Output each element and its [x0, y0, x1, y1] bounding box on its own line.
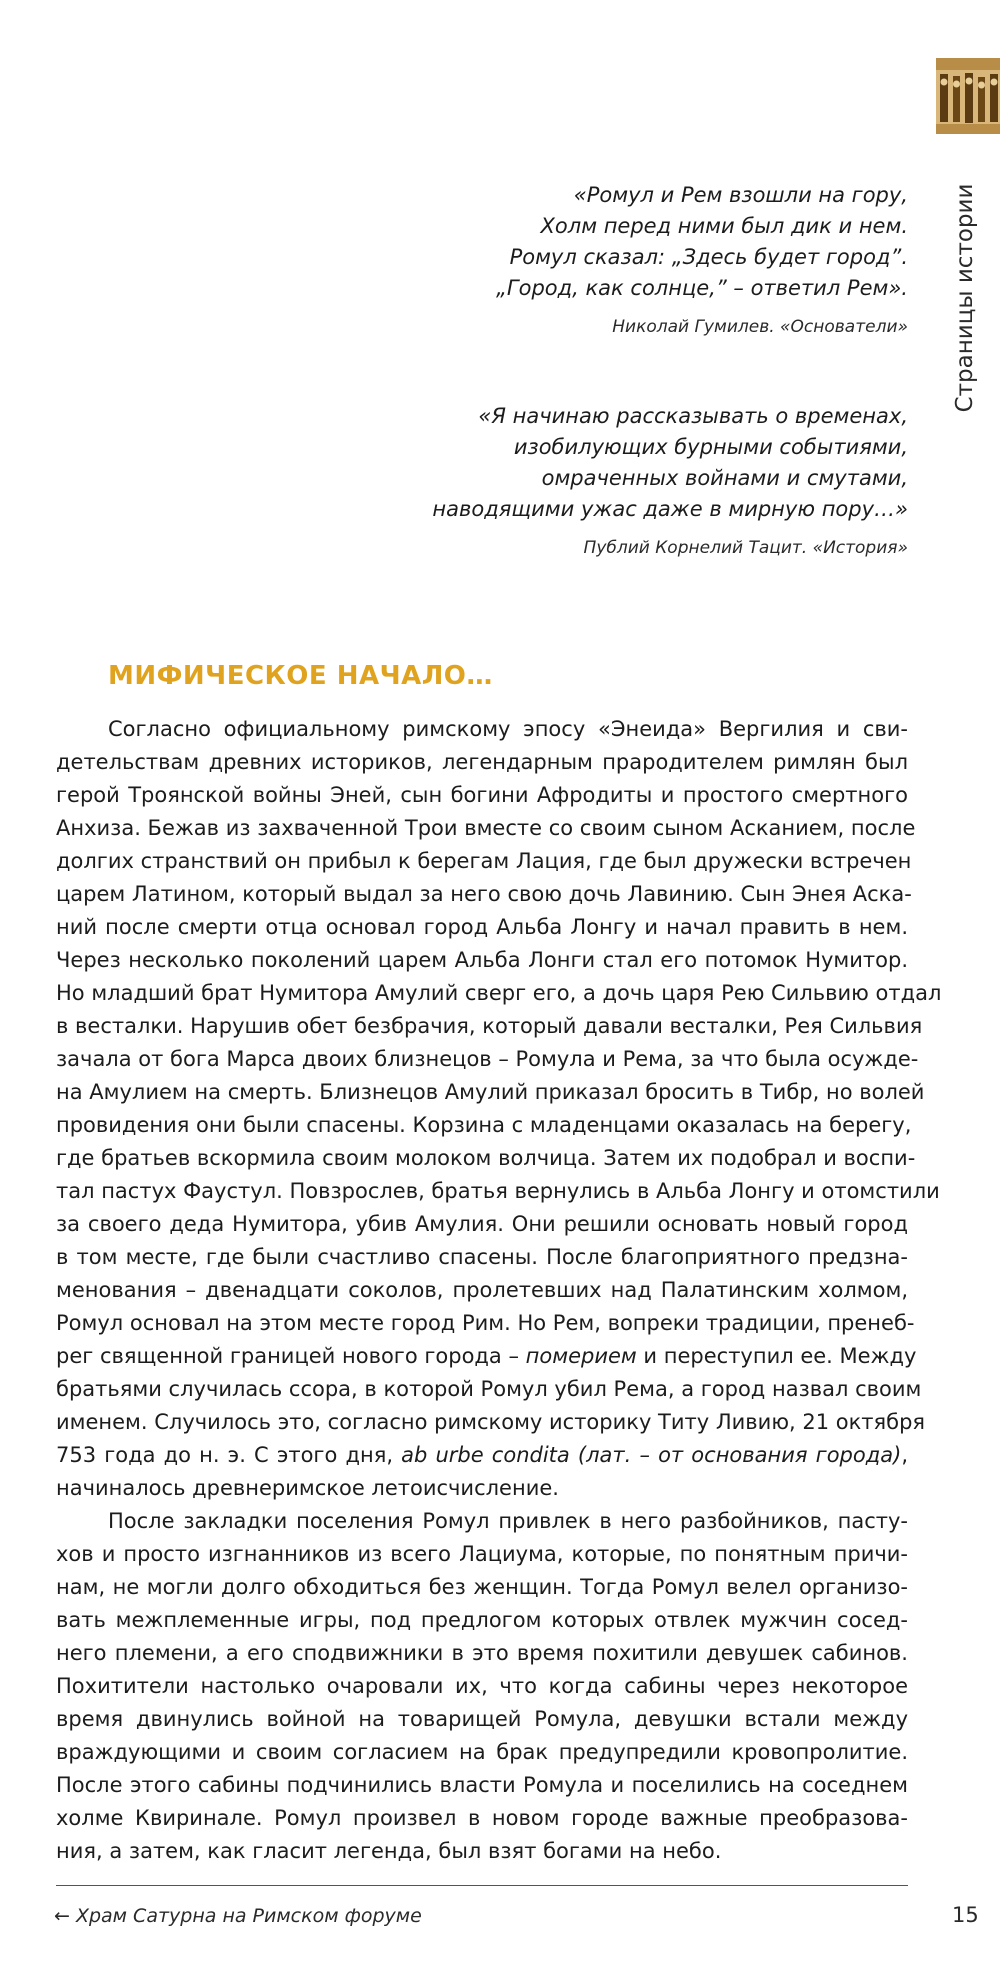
text-line: Но младший брат Нумитора Амулий сверг его, а дочь царя Рею Сильвию отдал — [56, 981, 942, 1005]
temple-relief-icon — [936, 58, 1000, 134]
text-line: ний после смерти отца основал город Альба Лонгу и начал править в нем. — [56, 915, 908, 939]
text-line-pomerium — [56, 1340, 917, 1373]
text-line-dating — [56, 1439, 908, 1472]
text-line: ния, а затем, как гласит легенда, был взят богами на небо. — [56, 1839, 722, 1863]
section-title: МИФИЧЕСКОЕ НАЧАЛО… — [108, 661, 493, 691]
text-line: детельствам древних историков, легендарным прародителем римлян был — [56, 750, 908, 774]
epigraph-source: Николай Гумилев. «Основатели» — [612, 317, 908, 337]
text-line: Согласно официальному римскому эпосу «Энеида» Вергилия и сви- — [108, 717, 908, 741]
text-line: начиналось древнеримское летоисчисление. — [56, 1476, 559, 1500]
epigraph-line: омраченных войнами и смутами, — [541, 466, 908, 490]
text-line: тал пастух Фаустул. Повзрослев, братья вернулись в Альба Лонгу и отомстили — [56, 1179, 940, 1203]
text-line: царем Латином, который выдал за него свою дочь Лавинию. Сын Энея Аска- — [56, 882, 912, 906]
text-line: в том месте, где были счастливо спасены. После благоприятного предзна- — [56, 1245, 908, 1269]
epigraph-line: «Ромул и Рем взошли на гору, — [573, 183, 908, 207]
epigraph-line: Холм перед ними был дик и нем. — [540, 214, 908, 238]
text-line: братьями случилась ссора, в которой Ромул убил Рема, а город назвал своим — [56, 1377, 922, 1401]
page-number: 15 — [952, 1903, 979, 1927]
epigraph-line: наводящими ужас даже в мирную пору…» — [432, 497, 908, 521]
term-pomerium: померием — [525, 1344, 637, 1368]
text-run: и переступил ее. Между — [636, 1344, 917, 1368]
text-line: время двинулись войной на товарищей Ромула, девушки встали между — [56, 1707, 908, 1731]
text-line: Ромул основал на этом месте город Рим. Но Рем, вопреки традиции, пренеб- — [56, 1311, 915, 1335]
text-run: , — [901, 1443, 908, 1467]
article-body — [56, 713, 942, 1868]
text-line: зачала от бога Марса двоих близнецов – Ромула и Рема, за что была осужде- — [56, 1047, 919, 1071]
text-line: менования – двенадцати соколов, пролетевших над Палатинским холмом, — [56, 1278, 908, 1302]
temple-relief-thumbnail — [936, 58, 1000, 134]
text-line: холме Квиринале. Ромул произвел в новом городе важные преобразова- — [56, 1806, 908, 1830]
footer-divider — [56, 1885, 908, 1886]
text-line: именем. Случилось это, согласно римскому историку Титу Ливию, 21 октября — [56, 1410, 926, 1434]
text-line: Через несколько поколений царем Альба Лонги стал его потомок Нумитор. — [56, 948, 908, 972]
text-run: 753 года до н. э. С этого дня, — [56, 1443, 402, 1467]
text-line: за своего деда Нумитора, убив Амулия. Они решили основать новый город — [56, 1212, 908, 1236]
text-line: После этого сабины подчинились власти Ромула и поселились на соседнем — [56, 1773, 908, 1797]
text-line: хов и просто изгнанников из всего Лациума, которые, по понятным причи- — [56, 1542, 908, 1566]
text-line: После закладки поселения Ромул привлек в него разбойников, пасту- — [108, 1509, 908, 1533]
section-side-label: Страницы истории — [952, 183, 978, 413]
text-line: в весталки. Нарушив обет безбрачия, который давали весталки, Рея Сильвия — [56, 1014, 923, 1038]
text-line: долгих странствий он прибыл к берегам Лация, где был дружески встречен — [56, 849, 912, 873]
epigraph-line: изобилующих бурными событиями, — [513, 435, 908, 459]
text-line: него племени, а его сподвижники в это время похитили девушек сабинов. — [56, 1641, 908, 1665]
term-ab-urbe-condita: ab urbe condita (лат. – от основания города) — [401, 1443, 902, 1467]
text-line: герой Троянской войны Эней, сын богини Афродиты и простого смертного — [56, 783, 908, 807]
epigraph-line: «Я начинаю рассказывать о временах, — [478, 404, 908, 428]
text-line: враждующими и своим согласием на брак предупредили кровопролитие. — [56, 1740, 908, 1764]
text-line: где братьев вскормила своим молоком волчица. Затем их подобрал и воспи- — [56, 1146, 916, 1170]
photo-caption: ← Храм Сатурна на Римском форуме — [54, 1905, 422, 1927]
text-line: на Амулием на смерть. Близнецов Амулий приказал бросить в Тибр, но волей — [56, 1080, 925, 1104]
epigraph-tacitus — [348, 401, 908, 558]
text-line: нам, не могли долго обходиться без женщин. Тогда Ромул велел организо- — [56, 1575, 908, 1599]
epigraph-line: Ромул сказал: „Здесь будет город”. — [509, 245, 908, 269]
epigraph-gumilev — [348, 180, 908, 337]
text-line: вать межплеменные игры, под предлогом которых отвлек мужчин сосед- — [56, 1608, 908, 1632]
text-line: провидения они были спасены. Корзина с младенцами оказалась на берегу, — [56, 1113, 912, 1137]
epigraph-source: Публий Корнелий Тацит. «История» — [583, 538, 908, 558]
epigraph-line: „Город, как солнце,” – ответил Рем». — [496, 276, 908, 300]
text-run: рег священной границей нового города – — [56, 1344, 526, 1368]
text-line: Похитители настолько очаровали их, что когда сабины через некоторое — [56, 1674, 908, 1698]
text-line: Анхиза. Бежав из захваченной Трои вместе со своим сыном Асканием, после — [56, 816, 916, 840]
